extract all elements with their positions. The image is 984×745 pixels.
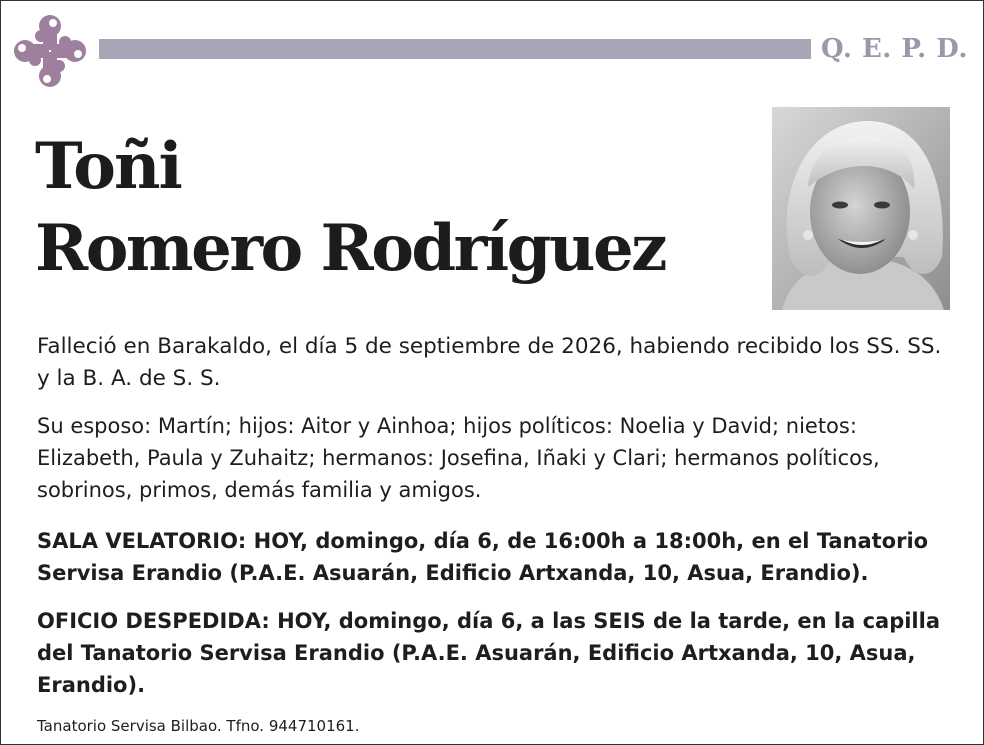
funeral-info-text: OFICIO DESPEDIDA: HOY, domingo, día 6, a las SEIS de la tarde, en la capilla del Tanatorio Servisa Erandio (P.A.E. Asuarán, Edificio Artxanda, 10, Asua, Erandio).	[37, 609, 940, 697]
header-rule	[99, 39, 811, 59]
wake-info-text: SALA VELATORIO: HOY, domingo, día 6, de 16:00h a 18:00h, en el Tanatorio Servisa Erandio (P.A.E. Asuarán, Edificio Artxanda, 10, Asua, Erandio).	[37, 529, 929, 585]
portrait-photo	[772, 107, 950, 310]
lauburu-icon	[13, 14, 87, 88]
qepd-heading: Q. E. P. D.	[821, 34, 968, 64]
deceased-surnames: Romero Rodríguez	[35, 211, 665, 286]
family-text: Su esposo: Martín; hijos: Aitor y Ainhoa; hijos políticos: Noelia y David; nietos: Elizabeth, Paula y Zuhaitz; hermanos: Josefina, Iñaki y Clari; hermanos políticos, sobrinos, primos, demás familia y amigos.	[37, 414, 880, 502]
death-notice-text: Falleció en Barakaldo, el día 5 de septiembre de 2026, habiendo recibido los SS. SS. y la B. A. de S. S.	[37, 334, 942, 391]
funeral-home-contact: Tanatorio Servisa Bilbao. Tfno. 944710161.	[37, 717, 360, 735]
deceased-first-name: Toñi	[35, 129, 181, 204]
